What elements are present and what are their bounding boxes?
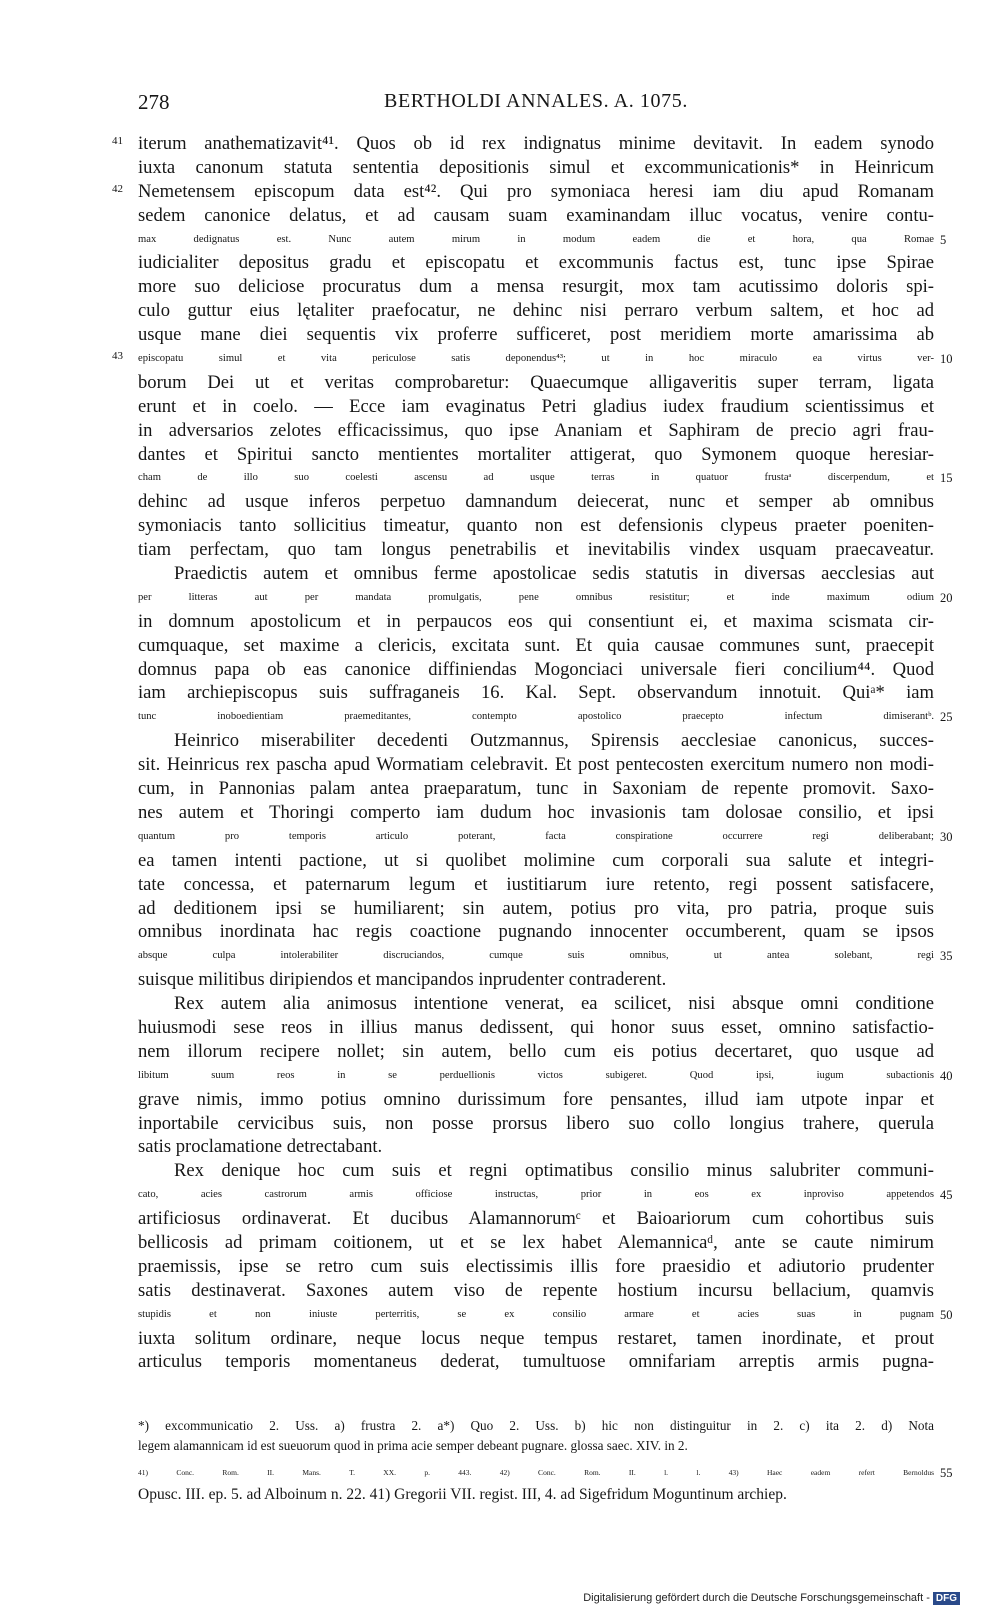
reference-text: Opusc. III. ep. 5. ad Alboinum n. 22. 41) Gregorii VII. regist. III, 4. ad Sigefridum Moguntinum archiep. <box>138 1486 787 1503</box>
line-text: Heinrico miserabiliter decedenti Outzmannus, Spirensis aecclesiae canonicus, succes- <box>174 730 934 752</box>
line-number: 5 <box>940 232 947 247</box>
text-line <box>138 1231 934 1255</box>
text-line <box>138 873 934 897</box>
text-line <box>138 275 934 299</box>
text-line <box>138 323 934 347</box>
line-text: suisque militibus diripiendos et mancipandos inprudenter contraderent. <box>138 969 667 991</box>
text-line <box>138 705 953 729</box>
margin-note-number: 43 <box>112 350 123 363</box>
text-line <box>138 490 934 514</box>
line-text: more suo deliciose procuratus dum a mensa resurgit, mox tam acutissimo doloris spi- <box>138 276 934 298</box>
line-text: iuxta solitum ordinare, neque locus neque tempus restaret, tamen inordinate, et prout <box>138 1327 934 1349</box>
line-text: grave nimis, immo potius omnino durissimum fore pensantes, illud iam utpote inpar et <box>138 1088 934 1110</box>
line-text: tiam perfectam, quo tam longus penetrabilis et inevitabilis vindex usquam praecaveatur. <box>138 539 934 561</box>
line-text: erunt et in coelo. — Ecce iam evaginatus Petri gladius iudex fraudium scientissimus et <box>138 395 934 417</box>
line-text: praemissis, ipse se retro cum suis electissimis illis fore praesidio et adiutorio prudenter <box>138 1255 934 1277</box>
running-head: BERTHOLDI ANNALES. A. 1075. <box>384 90 688 112</box>
line-text: in adversarios zelotes efficacissimus, quo ipse Ananiam et Saphiram de precio agri frau- <box>138 419 934 441</box>
line-text: artificiosus ordinaverat. Et ducibus Alamannorumᶜ et Baioariorum cum cohortibus suis <box>138 1208 934 1230</box>
margin-note-number: 41 <box>112 135 123 147</box>
line-text: libitum suum reos in se perduellionis victos subigeret. Quod ipsi, iugum subactionis <box>138 1069 934 1081</box>
text-line <box>138 156 934 180</box>
text-line <box>112 132 934 156</box>
footnote-line: *) excommunicatio 2. Uss. a) frustra 2. a*) Quo 2. Uss. b) hic non distinguitur in 2. c) ita 2. d) Nota <box>138 1418 934 1433</box>
line-text: inportabile cervicibus suis, non posse prorsus libero suo collo longius trahere, querula <box>138 1112 934 1134</box>
text-line <box>138 634 934 658</box>
line-number: 35 <box>940 949 953 964</box>
line-text: omnibus inordinata hac regis coactione pugnando innocenter occumberent, quam se ipsos <box>138 921 934 943</box>
text-line <box>112 347 953 371</box>
text-line <box>138 371 934 395</box>
text-line <box>138 1279 934 1303</box>
text-line <box>138 729 934 753</box>
line-number: 25 <box>940 710 953 725</box>
text-line <box>138 658 934 682</box>
reference-line <box>138 1484 934 1506</box>
line-text: iterum anathematizavit⁴¹. Quos ob id rex indignatus minime devitavit. In eadem synodo <box>138 133 934 154</box>
text-line <box>138 1016 934 1040</box>
text-line <box>138 1350 934 1374</box>
line-text: sit. Heinricus rex pascha apud Wormatiam celebravit. Et post pentecosten exercitum numero non modi- <box>138 754 934 776</box>
text-line <box>138 228 947 252</box>
line-text: bellicosis ad primam coitionem, ut et se lex habet Alemannicaᵈ, ante se caute nimirum <box>138 1231 934 1253</box>
line-text: Praedictis autem et omnibus ferme apostolicae sedis statutis in diversas aecclesias aut <box>174 563 934 585</box>
text-line <box>138 466 953 490</box>
line-number: 15 <box>940 471 953 486</box>
text-line <box>138 920 934 944</box>
line-text: satis destinaverat. Saxones autem viso de repente hostium incursu bellacium, quamvis <box>138 1279 934 1301</box>
text-line <box>138 1135 934 1159</box>
line-text: max dedignatus est. Nunc autem mirum in modum eadem die et hora, qua Romae <box>138 233 934 245</box>
text-line <box>138 395 934 419</box>
body-text <box>112 132 953 1374</box>
line-text: Nemetensem episcopum data est⁴². Qui pro symoniaca heresi iam diu apud Romanam <box>138 180 934 202</box>
line-text: ad deditionem ipsi se humiliarent; sin autem, potius pro vita, pro patria, proque suis <box>138 897 934 919</box>
text-line <box>138 1303 953 1327</box>
line-text: dehinc ad usque inferos perpetuo damnandum deiecerat, nunc et semper ab omnibus <box>138 491 934 513</box>
line-text: huiusmodi sese reos in illius manus dedissent, qui honor suus esset, omnino satisfactio- <box>138 1016 934 1038</box>
line-text: articulus temporis momentaneus dederat, tumultuose omnifariam arreptis armis pugna- <box>138 1351 934 1373</box>
footnote-line: legem alamannicam id est sueuorum quod in prima acie semper debeant pugnare. glossa saec. XIV. in 2. <box>138 1438 688 1453</box>
text-line <box>138 514 934 538</box>
line-number: 40 <box>940 1068 953 1083</box>
text-line <box>112 180 934 204</box>
line-text: borum Dei ut et veritas comprobaretur: Quaecumque alligaveritis super terram, ligata <box>138 371 934 393</box>
page-header <box>138 90 934 120</box>
margin-note-number: 42 <box>112 182 123 195</box>
reference-text: 41) Conc. Rom. II. Mans. T. XX. p. 443. 42) Conc. Rom. II. l. l. 43) Haec eadem refert Bernoldus <box>138 1468 934 1477</box>
line-number: 45 <box>940 1188 953 1203</box>
line-text: cumquaque, set maxime a clericis, excitata sunt. Et quia causae communes sunt, praecepit <box>138 634 934 656</box>
text-line <box>138 1112 934 1136</box>
line-text: iam archiepiscopus suis suffraganeis 16. Kal. Sept. observandum innotuit. Quiᵃ* iam <box>138 682 934 704</box>
line-number: 20 <box>940 590 953 605</box>
line-text: per litteras aut per mandata promulgatis, pene omnibus resistitur; et inde maximum odium <box>138 591 934 603</box>
text-line <box>138 681 934 705</box>
line-text: nem illorum recipere nollet; sin autem, bello cum eis potius decertaret, quo usque ad <box>138 1040 934 1062</box>
line-text: sedem canonice delatus, et ad causam suam examinandam illuc vocatus, venire contu- <box>138 204 934 226</box>
line-text: cum, in Pannonias palam antea praeparatum, tunc in Saxoniam de repente promovit. Saxo- <box>138 778 934 800</box>
text-line <box>138 299 934 323</box>
text-line <box>138 1183 953 1207</box>
line-text: satis proclamatione detrectabant. <box>138 1136 383 1158</box>
text-line <box>138 586 953 610</box>
text-line <box>138 1255 934 1279</box>
text-line <box>138 992 934 1016</box>
line-text: ea tamen intenti pactione, ut si quolibet molimine cum corporali sua salute et integri- <box>138 849 934 871</box>
text-line <box>138 1327 934 1351</box>
line-text: stupidis et non iniuste perterritis, se ex consilio armare et acies suas in pugnam <box>138 1308 934 1320</box>
line-text: cham de illo suo coelesti ascensu ad usque terras in quatuor frustaᵃ discerpendum, et <box>138 472 934 484</box>
line-text: nes autem et Thoringi comperto iam dudum hoc invasionis tam dolosae consilio, et ipsi <box>138 801 934 823</box>
line-number: 30 <box>940 829 953 844</box>
text-line <box>138 562 934 586</box>
line-text: episcopatu simul et vita periculose satis deponendus⁴³; ut in hoc miraculo ea virtus ver- <box>138 353 934 365</box>
text-line <box>138 753 934 777</box>
line-text: domnus papa ob eas canonice diffiniendas Mogonciaci universale fieri concilium⁴⁴. Quod <box>138 658 934 680</box>
text-line <box>138 968 934 992</box>
text-line <box>138 1040 934 1064</box>
reference-line <box>138 1462 953 1484</box>
text-line <box>138 251 934 275</box>
text-line <box>138 1207 934 1231</box>
text-line <box>138 825 953 849</box>
text-line <box>138 443 934 467</box>
line-text: iudicialiter depositus gradu et episcopatu et excommunis factus est, tunc ipse Spirae <box>138 252 934 274</box>
line-text: iuxta canonum statuta sententia depositionis simul et excommunicationis* in Heinricum <box>138 156 934 178</box>
line-text: culo guttur eius lętaliter praefocatur, ne dehinc nisi perraro verbum saltem, et hoc ad <box>138 300 934 322</box>
line-text: absque culpa intolerabiliter discruciandos, cumque suis omnibus, ut antea solebant, regi <box>138 950 934 962</box>
line-text: tate concessa, et paternarum legum et iustitiarum iure retento, regi possent satisfacere, <box>138 873 934 895</box>
credit-text: Digitalisierung gefördert durch die Deutsche Forschungsgemeinschaft - <box>583 1592 930 1604</box>
line-text: Rex denique hoc cum suis et regni optimatibus consilio minus salubriter communi- <box>174 1160 934 1182</box>
line-text: dantes et Spiritui sancto mentientes mortaliter attigerat, quo Symonem quoque heresiar- <box>138 443 934 465</box>
text-line <box>138 204 934 228</box>
text-line <box>138 1064 953 1088</box>
line-text: tunc inoboedientiam praemeditantes, contempto apostolico praecepto infectum dimiserantᵇ. <box>138 711 934 723</box>
footnotes <box>138 1416 953 1506</box>
dfg-logo: DFG <box>933 1592 960 1605</box>
line-text: cato, acies castrorum armis officiose instructas, prior in eos ex inproviso appetendos <box>138 1189 934 1201</box>
line-text: usque mane diei sequentis vix proferre sufficeret, post meridiem morte amarissima ab <box>138 324 934 346</box>
text-line <box>138 1088 934 1112</box>
text-line <box>138 801 934 825</box>
text-line <box>138 419 934 443</box>
text-line <box>138 610 934 634</box>
text-line <box>138 538 934 562</box>
line-number: 50 <box>940 1307 953 1322</box>
text-line <box>138 777 934 801</box>
line-text: Rex autem alia animosus intentione venerat, ea scilicet, nisi absque omni conditione <box>174 993 934 1015</box>
line-number: 10 <box>940 352 953 367</box>
text-line <box>138 897 934 921</box>
digitization-credit <box>583 1592 960 1605</box>
text-line <box>138 849 934 873</box>
line-text: symoniacis tanto sollicitius timeatur, quanto non est defensionis clypeus praeter poeniten- <box>138 515 934 537</box>
text-line <box>138 944 953 968</box>
text-line <box>138 1159 934 1183</box>
page-number: 278 <box>138 90 170 114</box>
line-number: 55 <box>940 1466 953 1480</box>
line-text: quantum pro temporis articulo poterant, facta conspiratione occurrere regi deliberabant; <box>138 830 934 842</box>
line-text: in domnum apostolicum et in perpaucos eos qui consentiunt ei, et maxima scismata cir- <box>138 610 934 632</box>
